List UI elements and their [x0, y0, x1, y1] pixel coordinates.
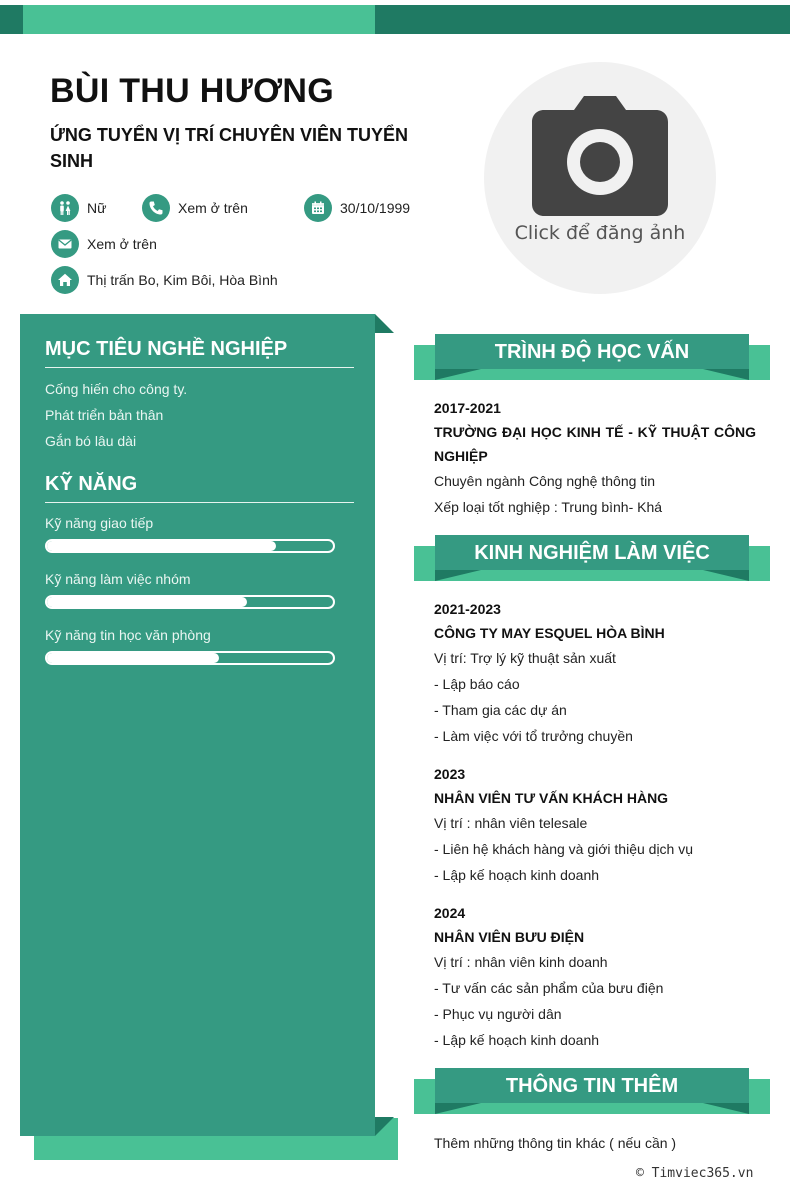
email-value: Xem ở trên: [87, 236, 157, 252]
birthday-value: 30/10/1999: [340, 200, 411, 216]
photo-upload[interactable]: [484, 62, 716, 294]
ribbon-fold: [703, 570, 749, 581]
education-period[interactable]: 2017-2021: [434, 400, 501, 416]
email-info[interactable]: [51, 230, 157, 258]
job-task[interactable]: - Tư vấn các sản phẩm của bưu điện: [434, 980, 664, 996]
email-icon: [51, 230, 79, 258]
phone-value: Xem ở trên: [178, 200, 248, 216]
applied-position[interactable]: ỨNG TUYỂN VỊ TRÍ CHUYÊN VIÊN TUYỂN SINH: [50, 125, 408, 171]
ribbon-fold: [703, 1103, 749, 1114]
skill-label[interactable]: Kỹ năng làm việc nhóm: [45, 571, 191, 587]
gender-icon: [51, 194, 79, 222]
job-role[interactable]: Vị trí : nhân viên kinh doanh: [434, 954, 608, 970]
objective-item[interactable]: Gắn bó lâu dài: [45, 433, 137, 449]
job-period[interactable]: 2024: [434, 905, 466, 921]
address-value: Thị trấn Bo, Kim Bôi, Hòa Bình: [87, 272, 278, 288]
job-role[interactable]: Vị trí: Trợ lý kỹ thuật sản xuất: [434, 650, 616, 666]
job-task[interactable]: - Lập kế hoạch kinh doanh: [434, 867, 600, 883]
job-task[interactable]: - Làm việc với tổ trưởng chuyền: [434, 728, 633, 744]
job-task[interactable]: - Liên hệ khách hàng và giới thiệu dịch vụ: [434, 841, 694, 857]
ribbon-fold: [435, 570, 481, 581]
ribbon-fold: [435, 1103, 481, 1114]
address-info[interactable]: [51, 266, 278, 294]
extra-ribbon: [414, 1068, 770, 1114]
skill-bar-fill: [47, 653, 219, 663]
gender-value: Nữ: [87, 200, 107, 216]
phone-info[interactable]: [142, 194, 248, 222]
education-school[interactable]: TRƯỜNG ĐẠI HỌC KINH TẾ - KỸ THUẬT CÔNG NGHIỆP: [434, 424, 756, 464]
extra-text[interactable]: Thêm những thông tin khác ( nếu cần ): [434, 1135, 677, 1151]
job-task[interactable]: - Lập kế hoạch kinh doanh: [434, 1032, 600, 1048]
footer-credit[interactable]: © Timviec365.vn: [636, 1166, 754, 1181]
gender-info[interactable]: [51, 194, 106, 222]
top-bar-accent: [23, 5, 375, 34]
skill-bar: [45, 595, 335, 609]
education-ribbon: [414, 334, 770, 380]
photo-caption: Click để đăng ảnh: [514, 222, 686, 244]
left-panel-fold: [375, 314, 394, 333]
camera-icon: [530, 96, 670, 218]
job-task[interactable]: - Tham gia các dự án: [434, 702, 567, 718]
job-company[interactable]: NHÂN VIÊN BƯU ĐIỆN: [434, 929, 585, 945]
education-heading: TRÌNH ĐỘ HỌC VẤN: [435, 334, 749, 369]
education-major[interactable]: Chuyên ngành Công nghệ thông tin: [434, 473, 656, 489]
experience-heading: KINH NGHIỆM LÀM VIỆC: [435, 535, 749, 570]
skill-bar: [45, 539, 335, 553]
skill-bar-fill: [47, 541, 276, 551]
skill-bar: [45, 651, 335, 665]
left-panel: [20, 314, 375, 1136]
job-company[interactable]: CÔNG TY MAY ESQUEL HÒA BÌNH: [434, 625, 665, 641]
skill-bar-fill: [47, 597, 247, 607]
education-grade[interactable]: Xếp loại tốt nghiệp : Trung bình- Khá: [434, 499, 663, 515]
job-period[interactable]: 2021-2023: [434, 601, 501, 617]
skill-label[interactable]: Kỹ năng tin học văn phòng: [45, 627, 211, 643]
calendar-icon: [304, 194, 332, 222]
extra-heading: THÔNG TIN THÊM: [435, 1068, 749, 1103]
job-task[interactable]: - Phục vụ người dân: [434, 1006, 562, 1022]
birthday-info[interactable]: [304, 194, 410, 222]
objective-item[interactable]: Cống hiến cho công ty.: [45, 381, 188, 397]
job-company[interactable]: NHÂN VIÊN TƯ VẤN KHÁCH HÀNG: [434, 790, 669, 806]
left-panel-fold: [375, 1117, 394, 1136]
top-bar: [0, 5, 790, 34]
home-icon: [51, 266, 79, 294]
objective-heading: MỤC TIÊU NGHỀ NGHIỆP: [45, 338, 354, 368]
job-period[interactable]: 2023: [434, 766, 466, 782]
experience-ribbon: [414, 535, 770, 581]
candidate-name[interactable]: BÙI THU HƯƠNG: [50, 72, 334, 110]
ribbon-fold: [703, 369, 749, 380]
objective-item[interactable]: Phát triển bản thân: [45, 407, 164, 423]
skill-label[interactable]: Kỹ năng giao tiếp: [45, 515, 154, 531]
skills-heading: KỸ NĂNG: [45, 473, 354, 503]
job-role[interactable]: Vị trí : nhân viên telesale: [434, 815, 588, 831]
ribbon-fold: [435, 369, 481, 380]
phone-icon: [142, 194, 170, 222]
job-task[interactable]: - Lập báo cáo: [434, 676, 520, 692]
